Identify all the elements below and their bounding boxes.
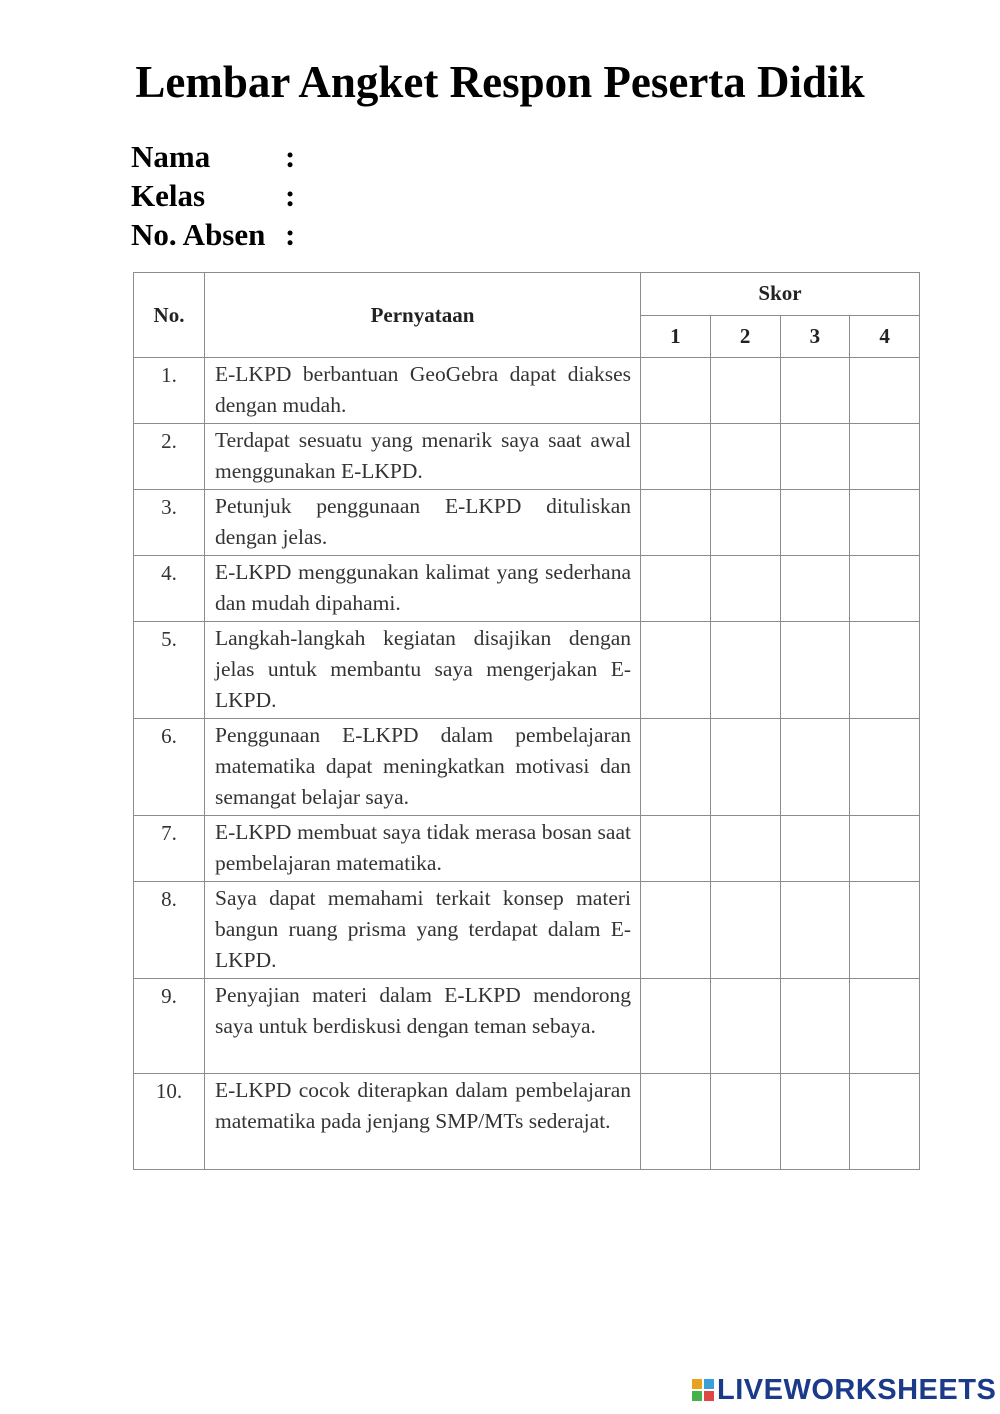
score-cell-4[interactable] xyxy=(850,622,920,719)
score-cell-4[interactable] xyxy=(850,979,920,1074)
score-cell-3[interactable] xyxy=(780,490,850,556)
table-row xyxy=(134,719,920,816)
field-nama-colon: : xyxy=(285,139,296,174)
table-row xyxy=(134,556,920,622)
score-cell-2[interactable] xyxy=(710,816,780,882)
score-cell-1[interactable] xyxy=(641,622,711,719)
row-statement: Petunjuk penggunaan E-LKPD dituliskan dengan jelas. xyxy=(205,490,641,556)
field-nama xyxy=(131,137,809,176)
row-number: 3. xyxy=(134,490,205,556)
table-row xyxy=(134,358,920,424)
table-row xyxy=(134,622,920,719)
row-statement: Penyajian materi dalam E-LKPD mendorong saya untuk berdiskusi dengan teman sebaya. xyxy=(205,979,641,1074)
score-cell-1[interactable] xyxy=(641,556,711,622)
logo-tile xyxy=(704,1391,714,1401)
survey-table xyxy=(133,272,920,1170)
score-cell-2[interactable] xyxy=(710,622,780,719)
table-row xyxy=(134,424,920,490)
table-row xyxy=(134,1074,920,1170)
liveworksheets-text: LIVEWORKSHEETS xyxy=(717,1374,997,1406)
header-score-1: 1 xyxy=(641,315,711,358)
field-nama-label: Nama xyxy=(131,139,211,174)
field-absen-label: No. Absen xyxy=(131,217,266,252)
row-statement: E-LKPD cocok diterapkan dalam pembelajaran matematika pada jenjang SMP/MTs sederajat. xyxy=(205,1074,641,1170)
header-score-3: 3 xyxy=(780,315,850,358)
row-number: 7. xyxy=(134,816,205,882)
header-score-4: 4 xyxy=(850,315,920,358)
liveworksheets-watermark xyxy=(692,1374,996,1406)
row-number: 8. xyxy=(134,882,205,979)
score-cell-1[interactable] xyxy=(641,358,711,424)
score-cell-3[interactable] xyxy=(780,622,850,719)
row-statement: E-LKPD menggunakan kalimat yang sederhana dan mudah dipahami. xyxy=(205,556,641,622)
score-cell-3[interactable] xyxy=(780,424,850,490)
score-cell-3[interactable] xyxy=(780,882,850,979)
score-cell-3[interactable] xyxy=(780,979,850,1074)
score-cell-1[interactable] xyxy=(641,816,711,882)
header-statement: Pernyataan xyxy=(205,273,641,358)
header-no: No. xyxy=(134,273,205,358)
score-cell-3[interactable] xyxy=(780,719,850,816)
score-cell-4[interactable] xyxy=(850,490,920,556)
table-row xyxy=(134,816,920,882)
table-row xyxy=(134,882,920,979)
score-cell-3[interactable] xyxy=(780,816,850,882)
nama-input[interactable] xyxy=(305,137,809,175)
field-kelas xyxy=(131,176,809,215)
row-statement: Langkah-langkah kegiatan disajikan dengan jelas untuk membantu saya mengerjakan E-LKPD. xyxy=(205,622,641,719)
score-cell-1[interactable] xyxy=(641,979,711,1074)
row-statement: Penggunaan E-LKPD dalam pembelajaran matematika dapat meningkatkan motivasi dan semangat belajar saya. xyxy=(205,719,641,816)
score-cell-2[interactable] xyxy=(710,882,780,979)
header-score: Skor xyxy=(641,273,920,316)
score-cell-4[interactable] xyxy=(850,882,920,979)
score-cell-4[interactable] xyxy=(850,424,920,490)
row-statement: Saya dapat memahami terkait konsep materi bangun ruang prisma yang terdapat dalam E-LKPD. xyxy=(205,882,641,979)
row-statement: E-LKPD membuat saya tidak merasa bosan saat pembelajaran matematika. xyxy=(205,816,641,882)
score-cell-1[interactable] xyxy=(641,882,711,979)
row-statement: E-LKPD berbantuan GeoGebra dapat diakses dengan mudah. xyxy=(205,358,641,424)
score-cell-1[interactable] xyxy=(641,1074,711,1170)
student-info-fields xyxy=(131,137,809,254)
score-cell-2[interactable] xyxy=(710,358,780,424)
logo-tile xyxy=(692,1379,702,1389)
liveworksheets-logo-icon xyxy=(692,1379,714,1401)
score-cell-4[interactable] xyxy=(850,1074,920,1170)
row-number: 9. xyxy=(134,979,205,1074)
row-number: 2. xyxy=(134,424,205,490)
row-number: 5. xyxy=(134,622,205,719)
row-statement: Terdapat sesuatu yang menarik saya saat awal menggunakan E-LKPD. xyxy=(205,424,641,490)
score-cell-2[interactable] xyxy=(710,490,780,556)
score-cell-1[interactable] xyxy=(641,424,711,490)
score-cell-4[interactable] xyxy=(850,719,920,816)
score-cell-4[interactable] xyxy=(850,816,920,882)
table-row xyxy=(134,979,920,1074)
score-cell-2[interactable] xyxy=(710,719,780,816)
field-absen-colon: : xyxy=(285,217,296,252)
field-kelas-colon: : xyxy=(285,178,296,213)
absen-input[interactable] xyxy=(305,215,809,253)
page-title: Lembar Angket Respon Peserta Didik xyxy=(135,57,865,107)
logo-tile xyxy=(704,1379,714,1389)
score-cell-4[interactable] xyxy=(850,556,920,622)
table-row xyxy=(134,490,920,556)
logo-tile xyxy=(692,1391,702,1401)
row-number: 4. xyxy=(134,556,205,622)
score-cell-1[interactable] xyxy=(641,490,711,556)
field-absen xyxy=(131,215,809,254)
row-number: 1. xyxy=(134,358,205,424)
score-cell-3[interactable] xyxy=(780,556,850,622)
score-cell-2[interactable] xyxy=(710,979,780,1074)
row-number: 10. xyxy=(134,1074,205,1170)
header-score-2: 2 xyxy=(710,315,780,358)
score-cell-2[interactable] xyxy=(710,556,780,622)
score-cell-2[interactable] xyxy=(710,424,780,490)
score-cell-3[interactable] xyxy=(780,1074,850,1170)
kelas-input[interactable] xyxy=(305,176,809,214)
score-cell-4[interactable] xyxy=(850,358,920,424)
row-number: 6. xyxy=(134,719,205,816)
score-cell-3[interactable] xyxy=(780,358,850,424)
score-cell-2[interactable] xyxy=(710,1074,780,1170)
field-kelas-label: Kelas xyxy=(131,178,206,213)
score-cell-1[interactable] xyxy=(641,719,711,816)
